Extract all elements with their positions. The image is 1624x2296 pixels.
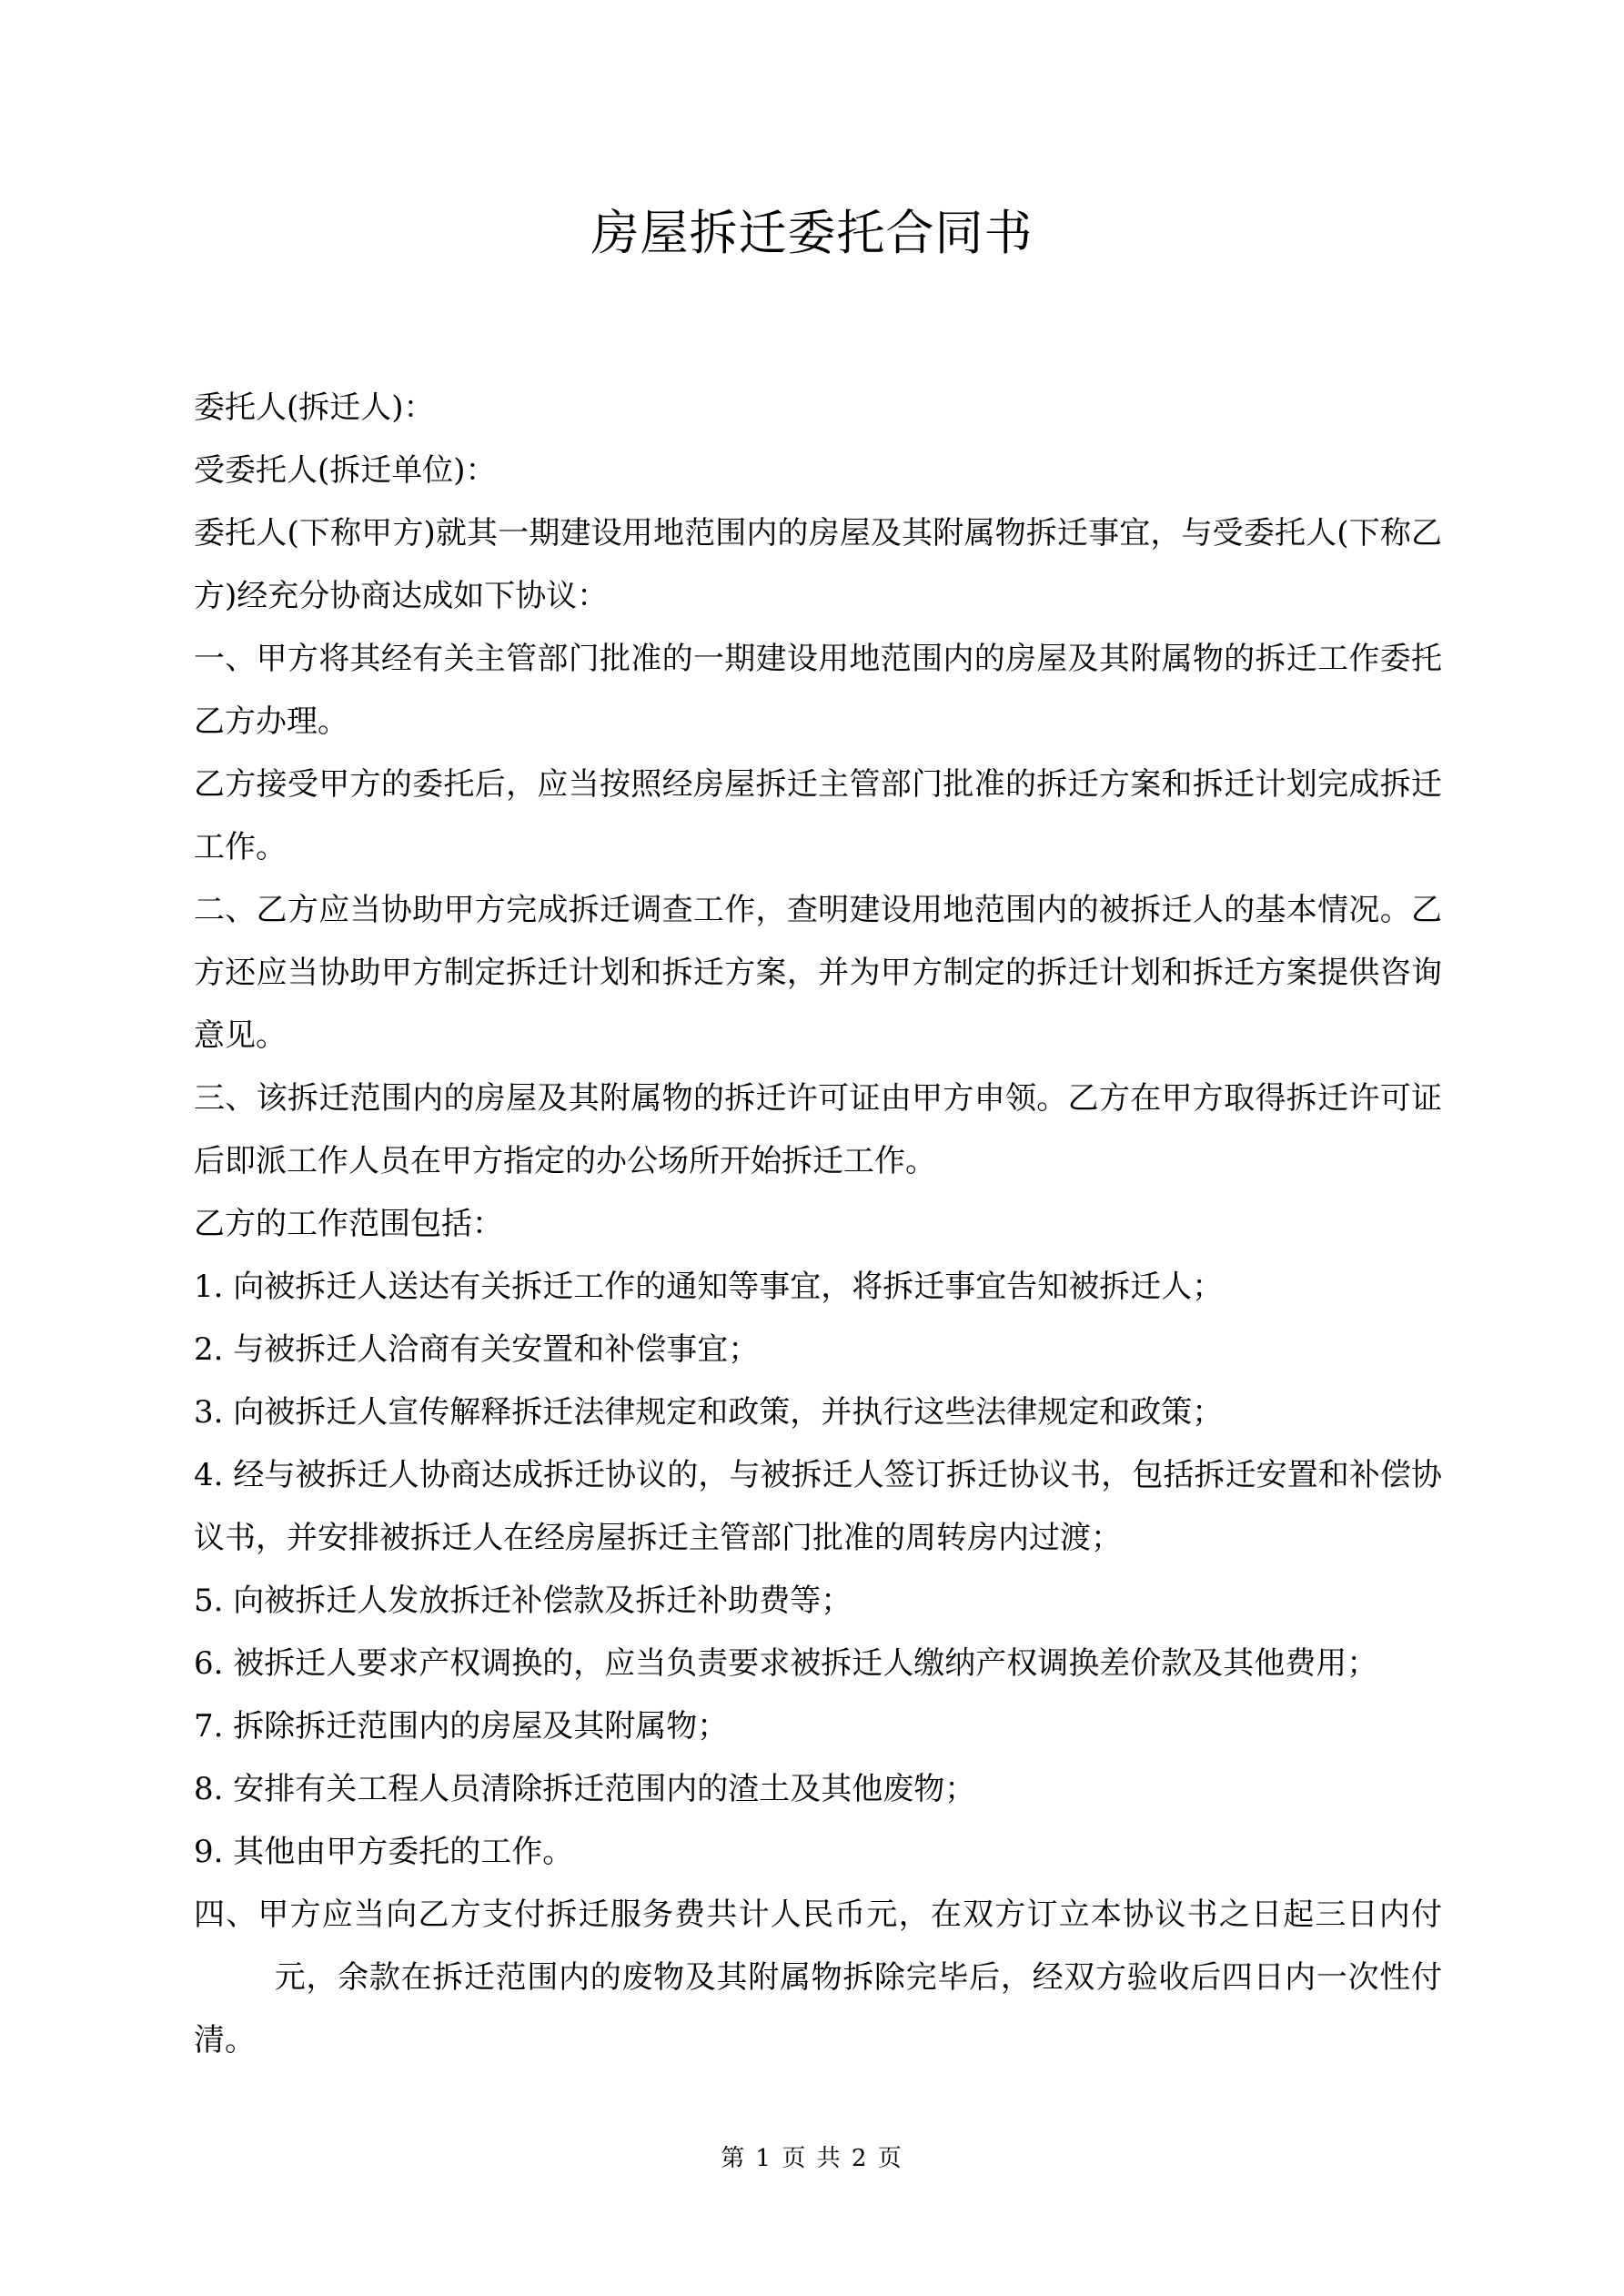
paragraph-agent: 受委托人(拆迁单位)： bbox=[194, 452, 497, 489]
document-body bbox=[194, 377, 1442, 2072]
scope-item-5: 5. 向被拆迁人发放拆迁补偿款及拆迁补助费等； bbox=[194, 1583, 852, 1619]
scope-item-6: 6. 被拆迁人要求产权调换的，应当负责要求被拆迁人缴纳产权调换差价款及其他费用； bbox=[194, 1645, 1378, 1682]
scope-item-7: 7. 拆除拆迁范围内的房屋及其附属物； bbox=[194, 1708, 729, 1745]
clause-1: 一、甲方将其经有关主管部门批准的一期建设用地范围内的房屋及其附属物的拆迁工作委托乙方办理。 bbox=[194, 641, 1442, 740]
scope-item-9: 9. 其他由甲方委托的工作。 bbox=[194, 1834, 574, 1870]
scope-item-4: 4. 经与被拆迁人协商达成拆迁协议的，与被拆迁人签订拆迁协议书，包括拆迁安置和补偿协议书，并安排被拆迁人在经房屋拆迁主管部门批准的周转房内过渡； bbox=[194, 1457, 1442, 1556]
paragraph-principal: 委托人(拆迁人)： bbox=[194, 389, 435, 426]
clause-4-end: 元，余款在拆迁范围内的废物及其附属物拆除完毕后，经双方验收后四日内一次性付清。 bbox=[194, 1959, 1442, 2058]
scope-item-3: 3. 向被拆迁人宣传解释拆迁法律规定和政策，并执行这些法律规定和政策； bbox=[194, 1394, 1224, 1431]
scope-item-8: 8. 安排有关工程人员清除拆迁范围内的渣土及其他废物； bbox=[194, 1771, 976, 1807]
paragraph-preamble: 委托人(下称甲方)就其一期建设用地范围内的房屋及其附属物拆迁事宜，与受委托人(下称乙方)经充分协商达成如下协议： bbox=[194, 515, 1442, 614]
clause-2: 二、乙方应当协助甲方完成拆迁调查工作，查明建设用地范围内的被拆迁人的基本情况。乙方还应当协助甲方制定拆迁计划和拆迁方案，并为甲方制定的拆迁计划和拆迁方案提供咨询意见。 bbox=[194, 892, 1442, 1054]
scope-item-1: 1. 向被拆迁人送达有关拆迁工作的通知等事宜，将拆迁事宜告知被拆迁人； bbox=[194, 1269, 1224, 1305]
clause-3: 三、该拆迁范围内的房屋及其附属物的拆迁许可证由甲方申领。乙方在甲方取得拆迁许可证后即派工作人员在甲方指定的办公场所开始拆迁工作。 bbox=[194, 1080, 1442, 1179]
work-scope-heading: 乙方的工作范围包括： bbox=[194, 1206, 503, 1242]
document-title: 房屋拆迁委托合同书 bbox=[590, 206, 1034, 261]
page-footer: 第 1 页 共 2 页 bbox=[721, 2145, 903, 2172]
clause-4 bbox=[194, 1884, 1442, 2072]
clause-1-detail: 乙方接受甲方的委托后，应当按照经房屋拆迁主管部门批准的拆迁方案和拆迁计划完成拆迁工作。 bbox=[194, 766, 1442, 865]
scope-item-2: 2. 与被拆迁人洽商有关安置和补偿事宜； bbox=[194, 1331, 760, 1368]
clause-4-start: 四、甲方应当向乙方支付拆迁服务费共计人民币元，在双方订立本协议书之日起三日内付 bbox=[194, 1896, 1442, 1933]
